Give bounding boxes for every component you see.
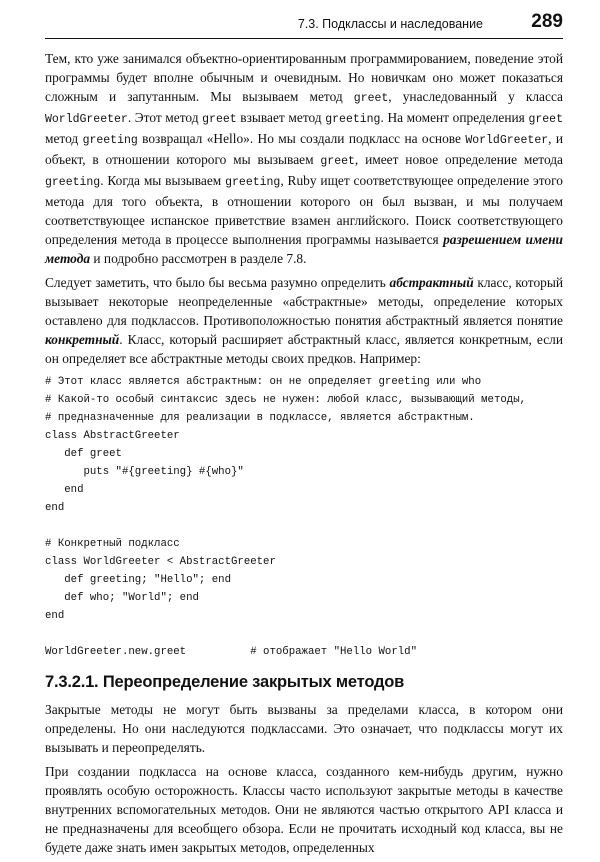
inline-code: WorldGreeter [465,134,549,147]
code-line [45,625,563,643]
emphasized-term: разрешением имени метода [45,232,563,266]
inline-code: greet [353,92,389,105]
text-run: . На момент определения [380,110,529,125]
page-body [45,49,563,862]
paragraph-subclass-caution [45,762,563,857]
text-run: , унаследованный у класса [388,89,563,104]
text-run: Следует заметить, что было бы весьма разумно определить [45,275,390,290]
code-line: # Какой-то особый синтаксис здесь не нужен: любой класс, вызывающий методы, [45,394,527,406]
text-run: , Ruby ищет соответствующее определение этого метода для того объекта, в отношении которого он был вызван, и мы получаем соответствующее испанское приветствие взамен английского. Поиск соответствующего определения метода в процессе выполнения программы называется [45,173,563,247]
text-run: взывает метод [236,110,326,125]
text-run: . Класс, который расширяет абстрактный класс, является конкретным, если он определяет все абстрактные методы своих предков. Например: [45,332,563,366]
code-line: # Конкретный подкласс [45,538,180,550]
running-head [45,8,563,39]
code-line: end [45,484,84,496]
inline-code: greeting [82,134,138,147]
inline-code: greeting [225,176,281,189]
code-listing [45,373,563,661]
code-line: class AbstractGreeter [45,430,180,442]
code-line: class WorldGreeter < AbstractGreeter [45,556,276,568]
code-line: def who; "World"; end [45,592,199,604]
paragraph-method-resolution [45,49,563,268]
text-run: Закрытые методы не могут быть вызваны за пределами класса, в котором они определены. Но они наследуются подклассами. Это означает, что подклассы могут их вызывать и переопределять. [45,702,563,755]
emphasized-term: конкретный [45,332,120,347]
code-line: def greeting; "Hello"; end [45,574,231,586]
text-run: и подробно рассмотрен в разделе 7.8. [90,251,307,266]
text-run: , и объект, в отношении которого мы вызываем [45,131,564,167]
code-line: end [45,610,65,622]
text-run: метод [45,131,83,146]
text-run: возвращал «Hello». Но мы создали подкласс на основе [137,131,466,146]
code-line: end [45,502,65,514]
inline-code: greet [528,113,563,126]
text-run: , имеет новое определение метода [354,152,564,167]
paragraph-abstract-class [45,273,563,368]
text-run: . Этот метод [127,110,203,125]
inline-code: greet [320,155,355,168]
subsection-heading: 7.3.2.1. Переопределение закрытых методов [45,673,405,691]
emphasized-term: абстрактный [389,275,474,290]
code-line: def greet [45,448,122,460]
code-line: puts "#{greeting} #{who}" [45,466,244,478]
paragraph-private-methods [45,700,563,757]
page-number: 289 [531,11,563,32]
code-line [45,517,563,535]
inline-code: WorldGreeter [45,113,128,126]
code-line: WorldGreeter.new.greet # отображает "Hello World" [45,646,417,658]
code-line: # Этот класс является абстрактным: он не определяет greeting или who [45,376,482,388]
text-run: класс, который вызывает некоторые неопределенные «абстрактные» методы, определение которых оставлено для подклассов. Противоположностью понятия абстрактный является понятие [45,275,563,328]
inline-code: greeting [45,176,101,189]
inline-code: greeting [325,113,381,126]
text-run: При создании подкласса на основе класса, созданного кем-нибудь другим, нужно проявлять особую осторожность. Классы часто используют закрытые методы в качестве внутренних вспомогательных методов. Они не являются частью открытого API класса и не предназначены для всеобщего обзора. Если не прочитать исходный код класса, вы не будете даже знать имен закрытых методов, определенных [45,764,563,855]
code-line: # предназначенные для реализации в подклассе, является абстрактным. [45,412,475,424]
section-title: 7.3. Подклассы и наследование [297,17,483,31]
inline-code: greet [202,113,237,126]
text-run: . Когда мы вызываем [100,173,226,188]
text-run: Тем, кто уже занимался объектно-ориентированным программированием, поведение этой программы будет вполне обычным и очевидным. Но новичкам оно может показаться сложным и запутанным. Мы вызываем метод [45,51,563,104]
